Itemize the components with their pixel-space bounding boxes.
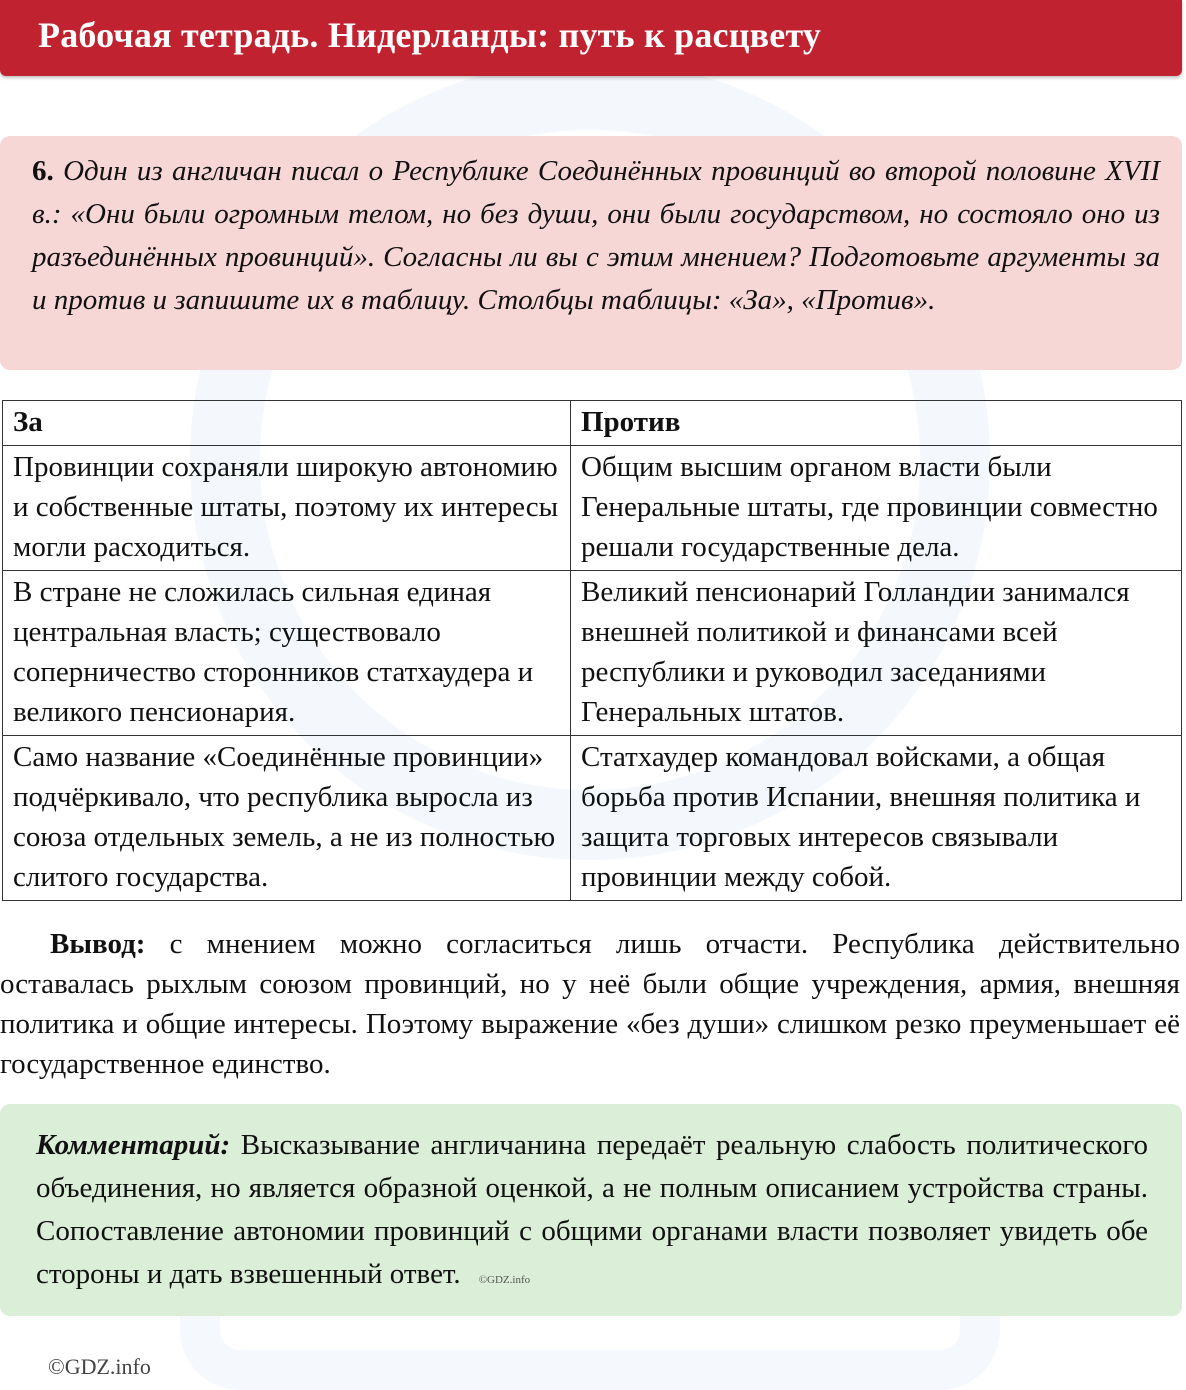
cell-text: Провинции сохраняли широкую автономию и собственные штаты, поэтому их интересы могли расходиться. — [13, 451, 559, 563]
cell-text: Великий пенсионарий Голландии занимался внешней политикой и финансами всей республики и руководил заседаниями Генеральных штатов. — [581, 576, 1130, 728]
cell-za — [3, 736, 571, 901]
header-protiv: Против — [571, 401, 1182, 446]
table-row — [3, 736, 1182, 901]
comment-text: Высказывание англичанина передаёт реальную слабость политического объединения, но является образной оценкой, а не полным описанием устройства страны. Сопоставление автономии провинций с общими органами власти позволяет увидеть обе стороны и дать взвешенный ответ. — [36, 1129, 1148, 1290]
conclusion-text: с мнением можно согласиться лишь отчасти. Республика действительно оставалась рыхлым союзом провинций, но у неё были общие учреждения, армия, внешняя политика и общие интересы. Поэтому выражение «без души» слишком резко преуменьшает её государственное единство. — [0, 928, 1180, 1080]
conclusion-label: Вывод: — [50, 928, 146, 960]
comment-label: Комментарий: — [36, 1129, 231, 1161]
task-text: Один из англичан писал о Республике Соединённых провинций во второй половине XVII в.: «Они были огромным телом, но без души, они были государством, но состояло оно из разъединённых провинций». Согласны ли вы с этим мнением? Подготовьте аргументы за и против и запишите их в таблицу. Столбцы таблицы: «За», «Против». — [32, 155, 1160, 316]
cell-protiv — [571, 571, 1182, 736]
task-statement — [32, 150, 1160, 322]
cell-protiv — [571, 736, 1182, 901]
cell-text: Общим высшим органом власти были Генеральные штаты, где провинции совместно решали государственные дела. — [581, 451, 1158, 563]
arguments-table — [2, 400, 1182, 901]
cell-text: Само название «Соединённые провинции» подчёркивало, что республика выросла из союза отдельных земель, а не из полностью слитого государства. — [13, 741, 556, 893]
table-row — [3, 571, 1182, 736]
header-za: За — [3, 401, 571, 446]
footer-copyright: ©GDZ.info — [48, 1354, 151, 1379]
comment-copyright: ©GDZ.info — [478, 1274, 531, 1286]
cell-text: В стране не сложилась сильная единая центральная власть; существовало соперничество сторонников статхаудера и великого пенсионария. — [13, 576, 534, 728]
table-row — [3, 446, 1182, 571]
comment-paragraph — [36, 1124, 1148, 1302]
page-title: Рабочая тетрадь. Нидерланды: путь к расцвету — [38, 15, 822, 55]
cell-protiv — [571, 446, 1182, 571]
conclusion-paragraph — [0, 924, 1180, 1084]
cell-za — [3, 571, 571, 736]
cell-text: Статхаудер командовал войсками, а общая борьба против Испании, внешняя политика и защита торговых интересов связывали провинции между собой. — [581, 741, 1141, 893]
task-number: 6. — [32, 155, 54, 187]
title-bar — [0, 0, 1182, 76]
cell-za — [3, 446, 571, 571]
table-header-row — [3, 401, 1182, 446]
